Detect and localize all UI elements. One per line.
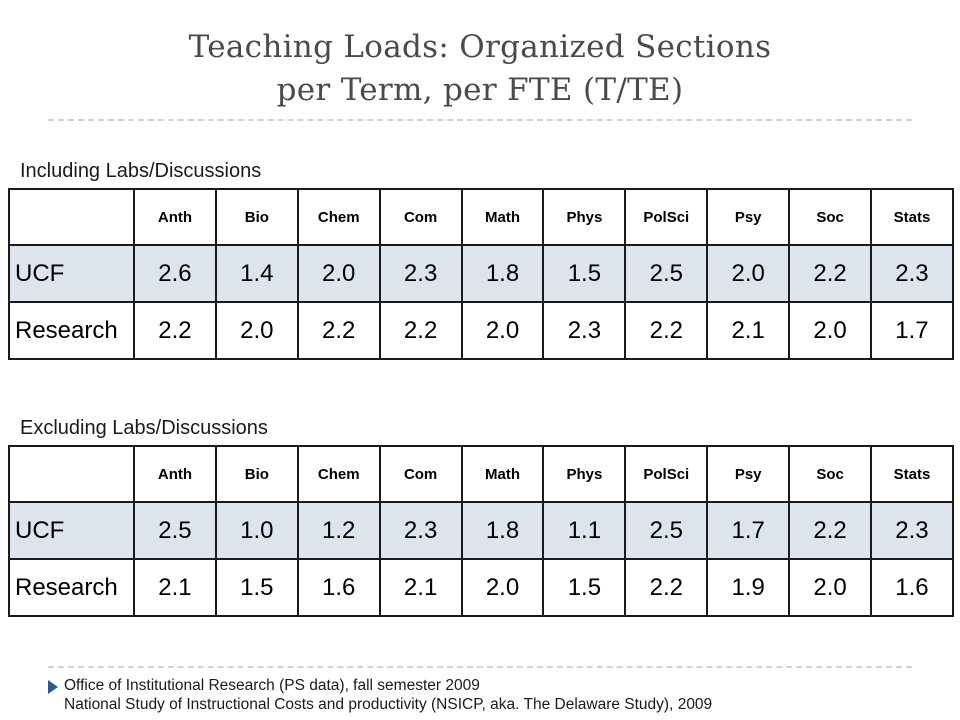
column-header: Com — [380, 189, 462, 245]
column-header: Anth — [134, 446, 216, 502]
column-header: Psy — [707, 189, 789, 245]
title-line-2: per Term, per FTE (T/TE) — [276, 72, 684, 108]
header-corner-cell — [9, 446, 134, 502]
table-cell: 2.2 — [134, 302, 216, 359]
column-header: Psy — [707, 446, 789, 502]
table-cell: 2.3 — [871, 502, 953, 559]
table-cell: 2.2 — [625, 302, 707, 359]
slide-title — [0, 26, 960, 112]
column-header: Com — [380, 446, 462, 502]
table-cell: 1.0 — [216, 502, 298, 559]
table-cell: 1.9 — [707, 559, 789, 616]
table-cell: 1.5 — [216, 559, 298, 616]
footer-divider — [48, 666, 912, 668]
row-label: UCF — [9, 245, 134, 302]
column-header: Chem — [298, 189, 380, 245]
source-line-2: National Study of Instructional Costs and productivity (NSICP, aka. The Delaware Study), 2009 — [64, 696, 713, 713]
column-header: Phys — [543, 189, 625, 245]
table-cell: 2.0 — [462, 559, 544, 616]
table-cell: 1.6 — [871, 559, 953, 616]
excluding-table — [8, 445, 954, 617]
table-cell: 2.0 — [462, 302, 544, 359]
table-row-research — [9, 302, 953, 359]
header-corner-cell — [9, 189, 134, 245]
title-divider — [48, 119, 912, 121]
column-header: Chem — [298, 446, 380, 502]
table-cell: 1.7 — [707, 502, 789, 559]
table-row-research — [9, 559, 953, 616]
table-cell: 1.7 — [871, 302, 953, 359]
row-label: UCF — [9, 502, 134, 559]
table-cell: 1.8 — [462, 502, 544, 559]
excluding-section-label: Excluding Labs/Discussions — [20, 417, 268, 439]
column-header: Math — [462, 189, 544, 245]
column-header: Math — [462, 446, 544, 502]
table-cell: 2.5 — [134, 502, 216, 559]
table-cell: 2.5 — [625, 502, 707, 559]
table-cell: 1.6 — [298, 559, 380, 616]
table-row-ucf — [9, 502, 953, 559]
table-cell: 2.2 — [789, 502, 871, 559]
table-cell: 2.2 — [625, 559, 707, 616]
title-line-1: Teaching Loads: Organized Sections — [188, 29, 772, 65]
including-table — [8, 188, 954, 360]
including-section-label: Including Labs/Discussions — [20, 160, 262, 182]
column-header: Soc — [789, 189, 871, 245]
column-header: Soc — [789, 446, 871, 502]
table-cell: 2.0 — [216, 302, 298, 359]
table-cell: 2.3 — [380, 245, 462, 302]
column-header: Bio — [216, 446, 298, 502]
table-cell: 1.8 — [462, 245, 544, 302]
table-cell: 2.1 — [134, 559, 216, 616]
table-cell: 2.1 — [380, 559, 462, 616]
table-cell: 2.5 — [625, 245, 707, 302]
row-label: Research — [9, 559, 134, 616]
table-cell: 2.2 — [380, 302, 462, 359]
table-cell: 1.2 — [298, 502, 380, 559]
table-cell: 2.3 — [380, 502, 462, 559]
table-cell: 2.0 — [789, 302, 871, 359]
row-label: Research — [9, 302, 134, 359]
table-cell: 2.2 — [298, 302, 380, 359]
sources-block — [48, 676, 712, 714]
table-cell: 1.5 — [543, 559, 625, 616]
column-header: Anth — [134, 189, 216, 245]
excluding-header-row — [9, 446, 953, 502]
column-header: PolSci — [625, 189, 707, 245]
table-cell: 2.0 — [707, 245, 789, 302]
column-header: Phys — [543, 446, 625, 502]
table-cell: 2.6 — [134, 245, 216, 302]
table-cell: 1.5 — [543, 245, 625, 302]
table-cell: 2.3 — [543, 302, 625, 359]
table-cell: 2.3 — [871, 245, 953, 302]
column-header: Stats — [871, 446, 953, 502]
table-cell: 1.4 — [216, 245, 298, 302]
table-row-ucf — [9, 245, 953, 302]
table-cell: 2.1 — [707, 302, 789, 359]
including-header-row — [9, 189, 953, 245]
triangle-bullet-icon — [48, 680, 58, 694]
column-header: Bio — [216, 189, 298, 245]
table-cell: 2.2 — [789, 245, 871, 302]
source-line-1: Office of Institutional Research (PS data), fall semester 2009 — [64, 677, 480, 694]
column-header: PolSci — [625, 446, 707, 502]
table-cell: 1.1 — [543, 502, 625, 559]
column-header: Stats — [871, 189, 953, 245]
table-cell: 2.0 — [298, 245, 380, 302]
table-cell: 2.0 — [789, 559, 871, 616]
